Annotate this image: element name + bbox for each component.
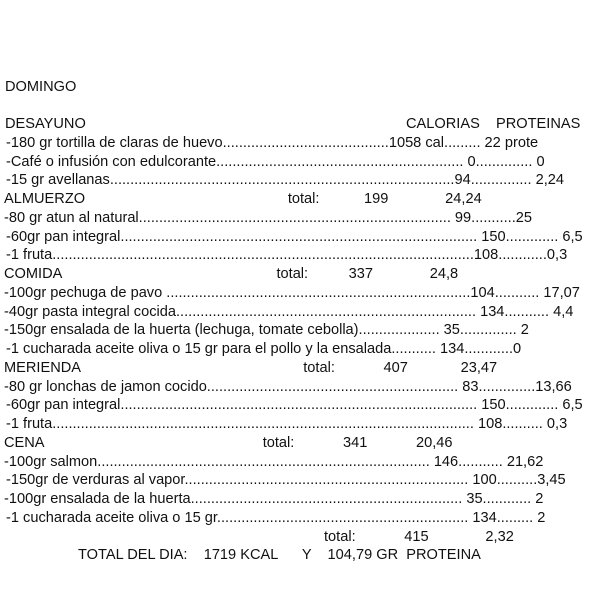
food-line: -80 gr atun al natural............................................................................. 99...........25 [4,210,532,226]
food-line: -60gr pan integral........................................................................................ 150............. 6,5 [6,397,583,413]
food-line: -150gr de verduras al vapor...................................................................... 100..........3,45 [6,472,566,488]
food-line: -60gr pan integral........................................................................................ 150............. 6,5 [6,229,583,245]
section-total-almuerzo: ALMUERZO total: 199 24,24 [4,191,482,207]
food-line: -100gr salmon.................................................................................. 146........... 21,62 [4,454,544,470]
day-title: DOMINGO [5,79,77,95]
food-line: -150gr ensalada de la huerta (lechuga, tomate cebolla).................... 35.............. 2 [4,322,529,338]
section-total-comida: COMIDA total: 337 24,8 [4,266,459,282]
food-line: -1 cucharada aceite oliva o 15 gr.............................................................. 134......... 2 [6,510,546,526]
day-total: TOTAL DEL DIA: 1719 KCAL Y 104,79 GR PROTEINA [78,547,481,563]
section-title-desayuno: DESAYUNO [5,116,86,132]
section-total-cena-final: total: 415 2,32 [324,529,514,545]
food-line: -100gr pechuga de pavo ...........................................................................104........... 17,07 [4,285,580,301]
food-line: -1 fruta........................................................................................................108............0,3 [6,247,568,263]
food-line: -1 cucharada aceite oliva o 15 gr para el pollo y la ensalada........... 134............0 [6,341,522,357]
food-line: -40gr pasta integral cocida.......................................................................... 134........... 4,4 [4,304,574,320]
food-line: -100gr ensalada de la huerta................................................................... 35............ 2 [4,491,544,507]
food-line: -Café o infusión con edulcorante............................................................. 0.............. 0 [6,154,545,170]
food-line: -180 gr tortilla de claras de huevo.........................................1058 cal......... 22 prote [6,135,539,151]
food-line: -1 fruta........................................................................................................ 108.......... 0,3 [6,416,568,432]
column-headers: CALORIAS PROTEINAS [406,116,581,132]
section-total-merienda: MERIENDA total: 407 23,47 [4,360,498,376]
food-line: -15 gr avellanas.....................................................................................94............... 2,24 [6,172,564,188]
food-line: -80 gr lonchas de jamon cocido.............................................................. 83..............13,66 [4,379,572,395]
section-total-cena: CENA total: 341 20,46 [4,435,453,451]
